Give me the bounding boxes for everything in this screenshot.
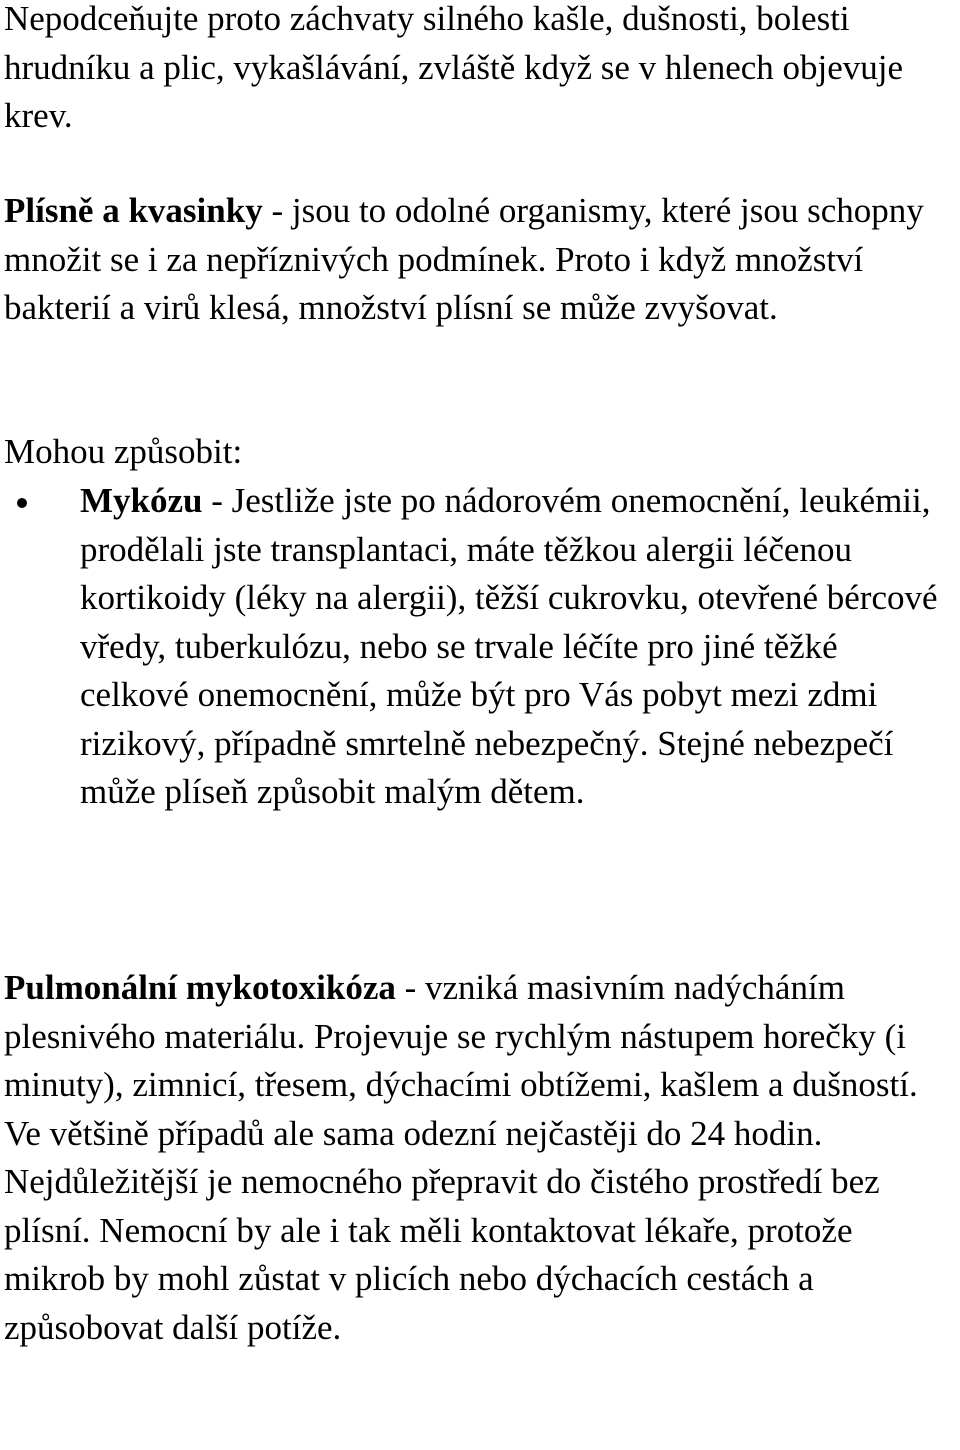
paragraph-term: Plísně a kvasinky	[4, 191, 263, 230]
bullet-list	[0, 477, 960, 817]
list-item-term: Mykózu	[80, 481, 203, 520]
heading-text: Mohou způsobit:	[4, 432, 243, 471]
paragraph-text: - jsou to odolné organismy, které jsou schopny množit se i za nepříznivých podmínek. Proto i když množství bakterií a virů klesá, množství plísní se může zvyšovat.	[4, 191, 924, 327]
list-item-text: - Jestliže jste po nádorovém onemocnění, leukémii, prodělali jste transplantaci, máte těžkou alergii léčenou kortikoidy (léky na alergii), těžší cukrovku, otevřené bércové vředy, tuberkulózu, nebo se trvale léčíte pro jiné těžké celkové onemocnění, může být pro Vás pobyt mezi zdmi rizikový, případně smrtelně nebezpečný. Stejné nebezpečí může plíseň způsobit malým dětem.	[80, 481, 938, 811]
paragraph-term: Pulmonální mykotoxikóza	[4, 968, 396, 1007]
paragraph-cough-warning	[4, 0, 956, 141]
list-item-mycosis	[0, 477, 955, 817]
bullet-icon	[17, 498, 27, 508]
paragraph-text: - vzniká masivním nadýcháním plesnivého materiálu. Projevuje se rychlým nástupem horečky (i minuty), zimnicí, třesem, dýchacími obtížemi, kašlem a dušností. Ve většině případů ale sama odezní nejčastěji do 24 hodin. Nejdůležitější je nemocného přepravit do čistého prostředí bez plísní. Nemocní by ale i tak měli kontaktovat lékaře, protože mikrob by mohl zůstat v plicích nebo dýchacích cestách a způsobovat další potíže.	[4, 968, 918, 1347]
section-heading-can-cause	[4, 428, 956, 477]
paragraph-pulmonary-mycotoxicosis	[4, 964, 956, 1352]
paragraph-molds-yeasts	[4, 187, 956, 333]
paragraph-text: Nepodceňujte proto záchvaty silného kašle, dušnosti, bolesti hrudníku a plic, vykašlávání, zvláště když se v hlenech objevuje krev.	[4, 0, 904, 135]
